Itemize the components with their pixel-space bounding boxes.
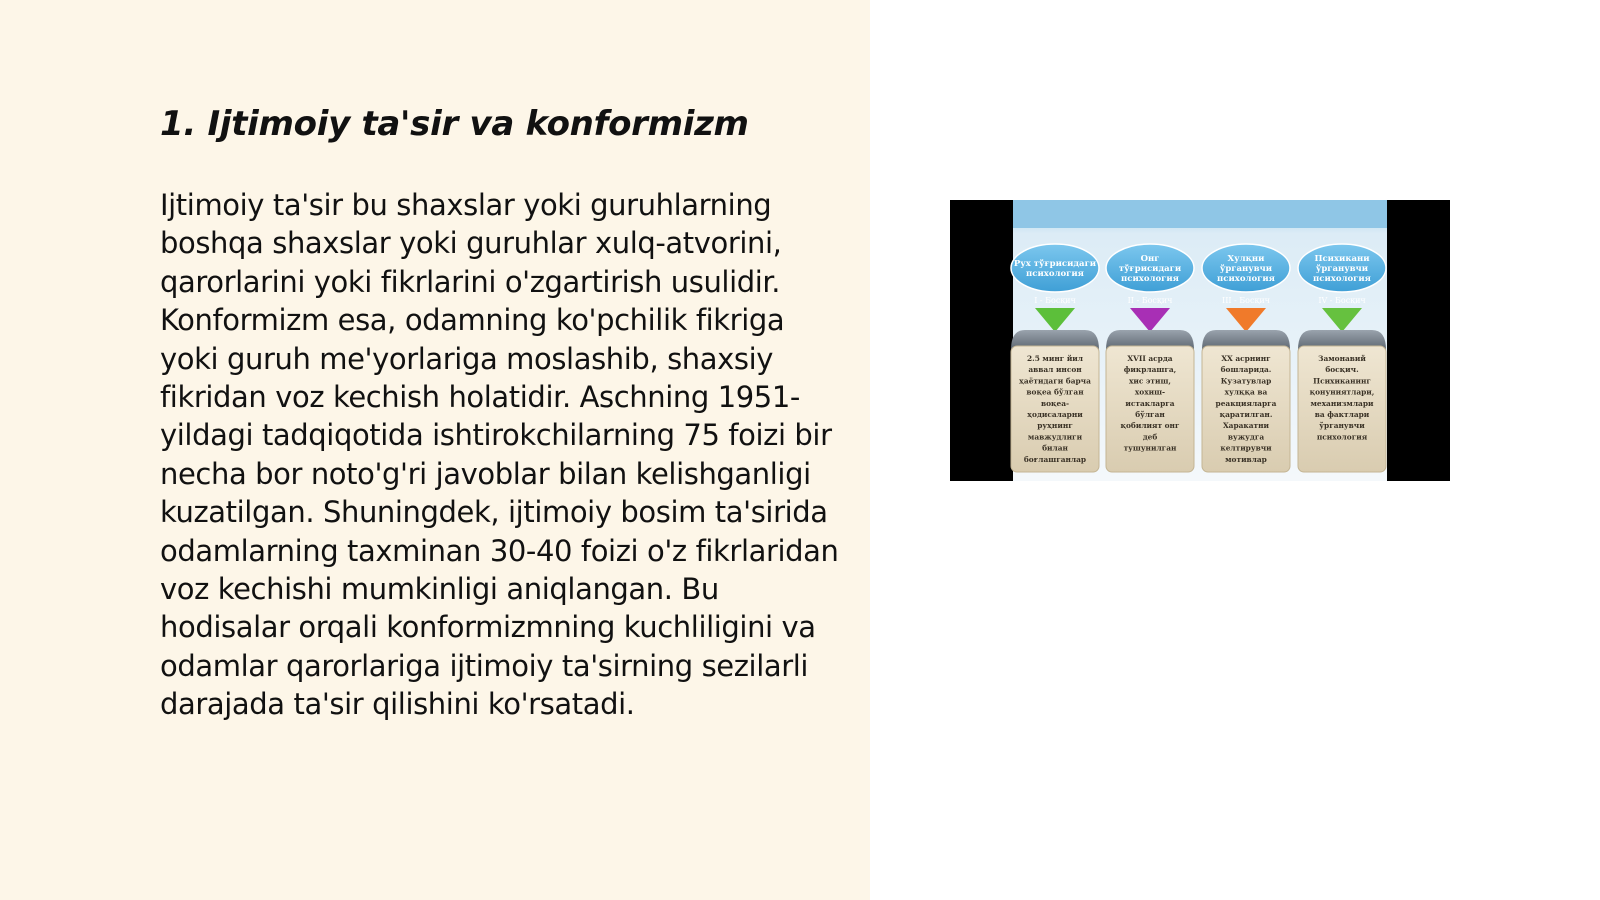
stage-card-text-line: реакцияларга [1215, 398, 1277, 408]
slide-title: 1. Ijtimoiy ta'sir va konformizm [160, 104, 749, 144]
stage-card-text-line: келтирувчи [1220, 443, 1272, 453]
stage-card-text-line: руҳнинг [1037, 421, 1073, 431]
stage-card-text-line: ўрганувчи [1319, 421, 1365, 431]
stage-card-text-line: тушунилган [1123, 443, 1177, 453]
stage-card-text-line: XX асрнинг [1221, 354, 1271, 363]
stage-card-text-line: қобилият онг [1120, 421, 1180, 431]
stage-card-text-line: мавжудлиги [1027, 432, 1083, 442]
stage-card-text-line: хис этиш, [1128, 376, 1172, 386]
stage-card-text-line: Харакатни [1222, 421, 1270, 431]
stage-card-text-line: қонуниятлари, [1309, 387, 1375, 397]
stage-card-text-line: истакларга [1125, 398, 1175, 408]
stage-card-text-line: хохиш- [1134, 387, 1166, 397]
stage-card-text-line: фикрлашга, [1123, 365, 1177, 375]
stage-header-line: Психикани [1314, 254, 1370, 264]
stage-label: III - Босқич [1222, 296, 1270, 305]
stage-card-text-line: бўлган [1135, 410, 1165, 419]
stage-card-text-line: хулққа ва [1224, 387, 1268, 397]
stage-card-text-line: қаратилган. [1219, 410, 1273, 419]
stage-card-text-line: бошларида. [1220, 365, 1272, 375]
stage-card-text-line: ва фактлари [1314, 410, 1370, 419]
stage-header-line: психология [1217, 274, 1275, 284]
stage-card-text-line: мотивлар [1225, 454, 1267, 464]
stage-header-line: ўрганувчи [1315, 264, 1369, 274]
stage-header-line: психология [1026, 269, 1084, 279]
stage-header-line: психология [1313, 274, 1371, 284]
stage-header-line: психология [1121, 274, 1179, 284]
stage-card-text-line: билан [1042, 443, 1068, 453]
stage-card-text-line: боғлашганлар [1023, 454, 1087, 464]
stage-label: II - Босқич [1127, 296, 1173, 305]
stage-label: IV - Босқич [1318, 296, 1366, 305]
stage-card-text-line: деб [1142, 432, 1158, 442]
stage-card-text-line: Психиканинг [1313, 376, 1371, 386]
stage-label: I - Босқич [1034, 296, 1076, 305]
stage-card-text-line: вужудга [1227, 432, 1265, 442]
stage-header-line: Хулқни [1227, 254, 1265, 264]
stage-header-line: Рух тўғрисидаги [1013, 259, 1097, 269]
stage-card-text-line: ҳодисаларни [1027, 410, 1083, 419]
stage-card-text-line: 2.5 минг йил [1026, 354, 1084, 363]
stage-card-text-line: Замонавий [1318, 354, 1366, 363]
stage-card-text-line: воқеа- [1040, 398, 1070, 408]
psychology-stages-diagram [950, 200, 1450, 481]
stage-card-text-line: воқеа бўлган [1026, 387, 1084, 397]
diagram-top-band [1013, 200, 1387, 228]
stage-card-text-line: ҳаётидаги барча [1019, 376, 1091, 386]
stage-card-text-line: механизмлари [1310, 398, 1374, 408]
stage-header-line: Онг [1140, 254, 1160, 264]
stage-card-text-line: Кузатувлар [1220, 376, 1272, 386]
stage-card-text-line: XVII асрда [1127, 354, 1173, 363]
stage-header-line: ўрганувчи [1219, 264, 1273, 274]
slide-body-text: Ijtimoiy ta'sir bu shaxslar yoki guruhlarning boshqa shaxslar yoki guruhlar xulq-atvorini, qarorlarini yoki fikrlarini o'zgartirish usulidir. Konformizm esa, odamning ko'pchilik fikriga yoki guruh me'yorlariga moslashib, shaxsiy fikridan voz kechish holatidir. Aschning 1951-yildagi tadqiqotida ishtirokchilarning 75 foizi bir necha bor noto'g'ri javoblar bilan kelishganligi kuzatilgan. Shuningdek, ijtimoiy bosim ta'sirida odamlarning taxminan 30-40 foizi o'z fikrlaridan voz kechishi mumkinligi aniqlangan. Bu hodisalar orqali konformizmning kuchliligini va odamlar qarorlariga ijtimoiy ta'sirning sezilarli darajada ta'sir qilishini ko'rsatadi. [160, 188, 839, 722]
psychology-stages-figure [950, 200, 1450, 481]
stage-header-line: тўғрисидаги [1118, 264, 1182, 274]
stage-card-text-line: аввал инсон [1028, 365, 1082, 375]
stage-card-text-line: психология [1316, 432, 1368, 442]
stage-card-text-line: босқич. [1325, 365, 1359, 375]
